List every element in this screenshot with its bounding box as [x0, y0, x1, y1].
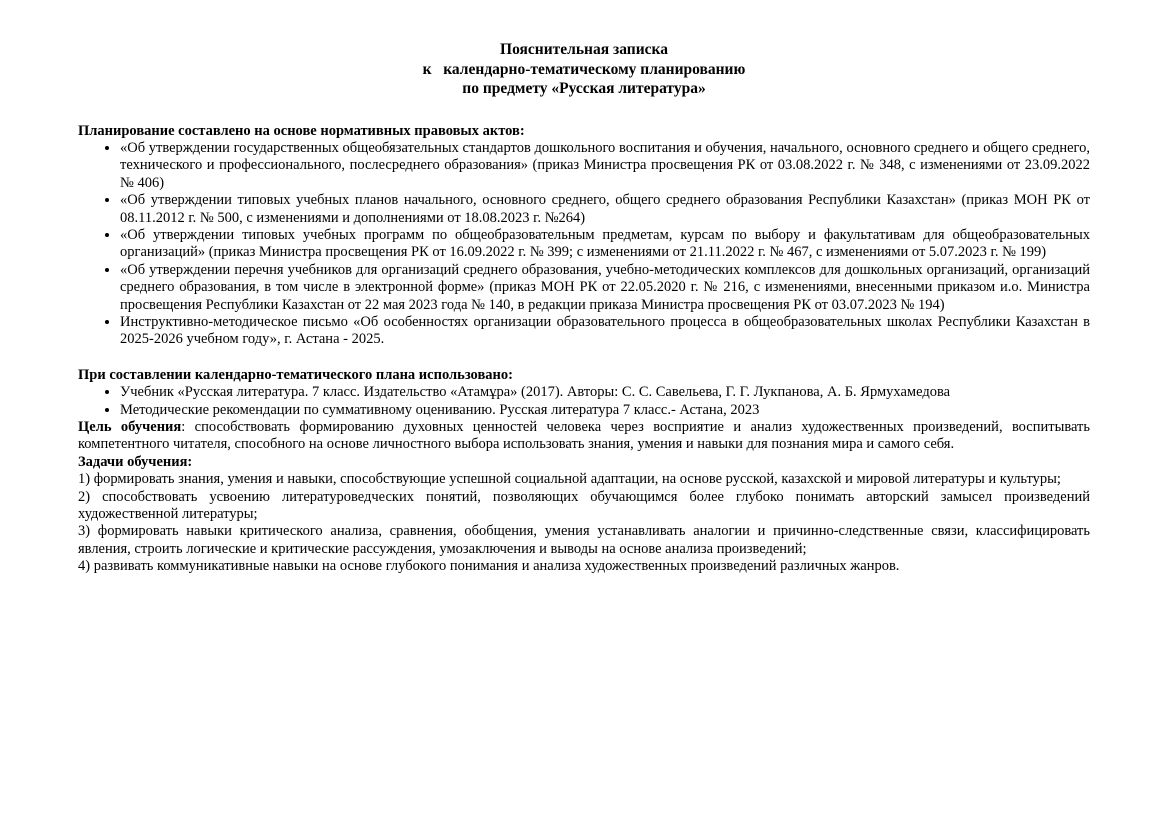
sources-heading: При составлении календарно-тематического плана использовано: — [78, 366, 513, 383]
title-line-3: по предмету «Русская литература» — [462, 80, 706, 97]
title-line-2: к календарно-тематическому планированию — [422, 60, 746, 78]
tasks-heading: Задачи обучения: — [78, 453, 193, 470]
task-item: 1) формировать знания, умения и навыки, способствующие успешной социальной адаптации, на основе русской, казахской и мировой литературы и культуры; — [78, 471, 1061, 488]
document-title — [78, 40, 1090, 99]
sources-list — [78, 384, 1090, 419]
goal-text: : способствовать формированию духовных ценностей человека через восприятие и анализ художественных произведений, воспитывать компетентного читателя, способного на основе личностного выбора использовать знания, умения и навыки для познания мира и самого себя. — [78, 419, 1090, 453]
list-item: • Учебник «Русская литература. 7 класс. Издательство «Атамұра» (2017). Авторы: С. С. Савельева, Г. Г. Лукпанова, А. Б. Ярмухамедова — [120, 384, 1090, 401]
task-item: 2) способствовать усвоению литературоведческих понятий, позволяющих обучающимся более глубоко понимать авторский замысел произведений художественной литературы; — [78, 488, 1090, 523]
task-item: 4) развивать коммуникативные навыки на основе глубокого понимания и анализа художественных произведений различных жанров. — [78, 558, 900, 575]
list-item: • «Об утверждении перечня учебников для организаций среднего образования, учебно-методических комплексов для дошкольных организаций, организаций среднего образования, в том числе в электронной форме» (приказ МОН РК от 22.05.2020 г. № 216, с изменениями, внесенными приказом и.о. Министра просвещения Республики Казахстан от 22 мая 2023 года № 140, в редакции приказа Министра просвещения РК от 03.07.2023 № 194) — [120, 262, 1090, 314]
list-item: • Методические рекомендации по суммативному оцениванию. Русская литература 7 класс.- Астана, 2023 — [120, 402, 1090, 419]
goal-label: Цель обучения — [78, 419, 182, 435]
list-item: • Инструктивно-методическое письмо «Об особенностях организации образовательного процесса в общеобразовательных школах Республики Казахстан в 2025-2026 учебном году», г. Астана - 2025. — [120, 314, 1090, 349]
list-item: • «Об утверждении типовых учебных программ по общеобразовательным предметам, курсам по выбору и факультативам для общеобразовательных организаций» (приказ Министра просвещения РК от 16.09.2022 г. № 399; с изменениями от 21.11.2022 г. № 467, с изменениями от 5.07.2023 г. № 199) — [120, 227, 1090, 262]
list-item: • «Об утверждении государственных общеобязательных стандартов дошкольного воспитания и обучения, начального, основного среднего и общего среднего, технического и профессионального, послесреднего образования» (приказ Министра просвещения РК от 03.08.2022 г. № 348, с изменениями от 23.09.2022 № 406) — [120, 140, 1090, 192]
normative-acts-list — [78, 140, 1090, 349]
task-item: 3) формировать навыки критического анализа, сравнения, обобщения, умения устанавливать аналогии и причинно-следственные связи, классифицировать явления, строить логические и критические рассуждения, умозаключения и выводы на основе анализа произведений; — [78, 523, 1090, 557]
list-item: • «Об утверждении типовых учебных планов начального, основного среднего, общего среднего образования Республики Казахстан» (приказ МОН РК от 08.11.2012 г. № 500, с изменениями и дополнениями от 18.08.2023 г. №264) — [120, 192, 1090, 227]
normative-acts-heading: Планирование составлено на основе нормативных правовых актов: — [78, 122, 525, 139]
title-line-1: Пояснительная записка — [500, 41, 668, 58]
goal-paragraph — [78, 419, 1090, 454]
